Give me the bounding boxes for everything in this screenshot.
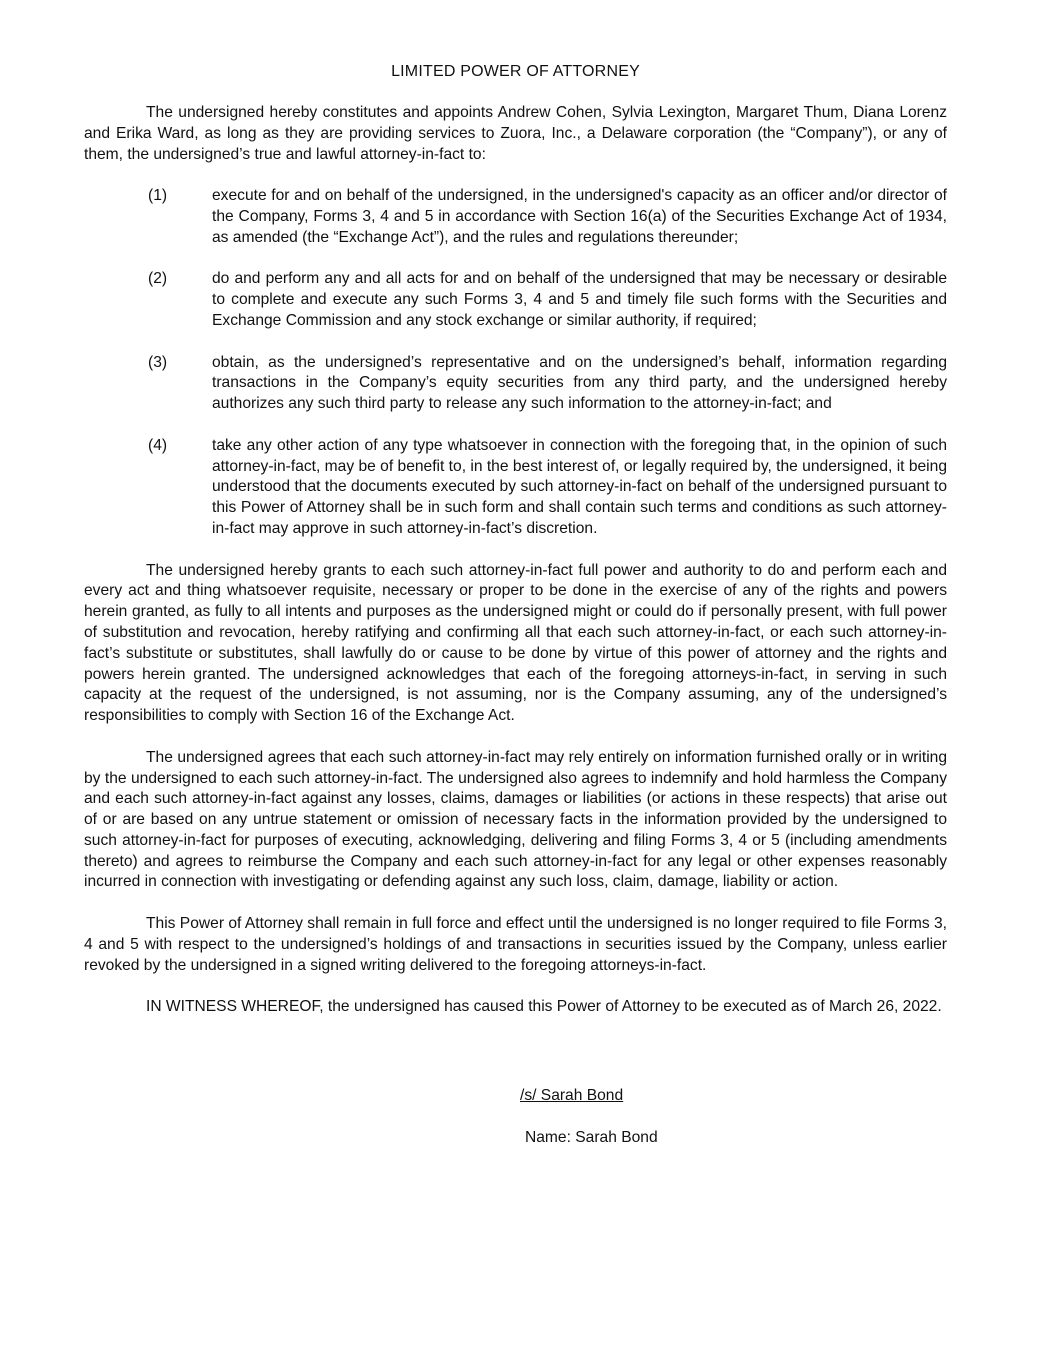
witness-paragraph: IN WITNESS WHEREOF, the undersigned has caused this Power of Attorney to be executed as of March 26, 2022. [146, 998, 942, 1016]
list-item-text: take any other action of any type whatsoever in connection with the foregoing that, in the opinion of such attorney-in-fact, may be of benefit to, in the best interest of, or legally required by, the undersigned, it being understood that the documents executed by such attorney-in-fact on behalf of the undersigned pursuant to this Power of Attorney shall be in such form and shall contain such terms and conditions as such attorney-in-fact may approve in such attorney-in-fact’s discretion. [212, 436, 947, 537]
list-item [84, 269, 947, 331]
signature-name: Name: Sarah Bond [525, 1129, 658, 1146]
list-item-number: (3) [148, 353, 168, 371]
duration-paragraph: This Power of Attorney shall remain in full force and effect until the undersigned is no longer required to file Forms 3, 4 and 5 with respect to the undersigned’s holdings of and transactions in securities issued by the Company, unless earlier revoked by the undersigned in a signed writing delivered to the foregoing attorneys-in-fact. [84, 915, 947, 974]
signature-line: /s/ Sarah Bond [520, 1087, 624, 1104]
list-item-text: do and perform any and all acts for and on behalf of the undersigned that may be necessary or desirable to complete and execute any such Forms 3, 4 and 5 and timely file such forms with the Securities and Exchange Commission and any stock exchange or similar authority, if required; [212, 270, 947, 329]
list-item-number: (2) [148, 270, 168, 288]
indemnity-paragraph: The undersigned agrees that each such attorney-in-fact may rely entirely on information furnished orally or in writing by the undersigned to each such attorney-in-fact. The undersigned also agrees to indemnify and hold harmless the Company and each such attorney-in-fact against any losses, claims, damages or liabilities (or actions in these respects) that arise out of or are based on any untrue statement or omission of necessary facts in the information provided by the undersigned to such attorney-in-fact for purposes of executing, acknowledging, delivering and filing Forms 3, 4 or 5 (including amendments thereto) and agrees to reimburse the Company and each such attorney-in-fact for any legal or other expenses reasonably incurred in connection with investigating or defending against any such loss, claim, damage, liability or action. [84, 748, 947, 891]
document-title: LIMITED POWER OF ATTORNEY [391, 63, 640, 80]
list-item [84, 186, 947, 248]
grant-paragraph: The undersigned hereby grants to each such attorney-in-fact full power and authority to do and perform each and every act and thing whatsoever requisite, necessary or proper to be done in the exercise of any of the rights and powers herein granted, as fully to all intents and purposes as the undersigned might or could do if personally present, with full power of substitution and revocation, hereby ratifying and confirming all that each such attorney-in-fact, or each such attorney-in-fact’s substitute or substitutes, shall lawfully do or cause to be done by virtue of this power of attorney and the rights and powers herein granted. The undersigned acknowledges that each of the foregoing attorneys-in-fact, in serving in such capacity at the request of the undersigned, is not assuming, nor is the Company assuming, any of the undersigned’s responsibilities to comply with Section 16 of the Exchange Act. [84, 561, 947, 725]
list-item-text: execute for and on behalf of the undersigned, in the undersigned's capacity as an officer and/or director of the Company, Forms 3, 4 and 5 in accordance with Section 16(a) of the Securities Exchange Act of 1934, as amended (the “Exchange Act”), and the rules and regulations thereunder; [212, 187, 947, 246]
list-item-number: (4) [148, 436, 168, 454]
intro-paragraph: The undersigned hereby constitutes and appoints Andrew Cohen, Sylvia Lexington, Margaret Thum, Diana Lorenz and Erika Ward, as long as they are providing services to Zuora, Inc., a Delaware corporation (the “Company”), or any of them, the undersigned’s true and lawful attorney-in-fact to: [84, 104, 947, 163]
list-item-number: (1) [148, 187, 168, 205]
document-page [84, 62, 947, 1146]
list-item [84, 353, 947, 415]
list-item-text: obtain, as the undersigned’s representative and on the undersigned’s behalf, information regarding transactions in the Company’s equity securities from any third party, and the undersigned hereby authorizes any such third party to release any such information to the attorney-in-fact; and [212, 353, 947, 413]
list-item [84, 436, 947, 540]
